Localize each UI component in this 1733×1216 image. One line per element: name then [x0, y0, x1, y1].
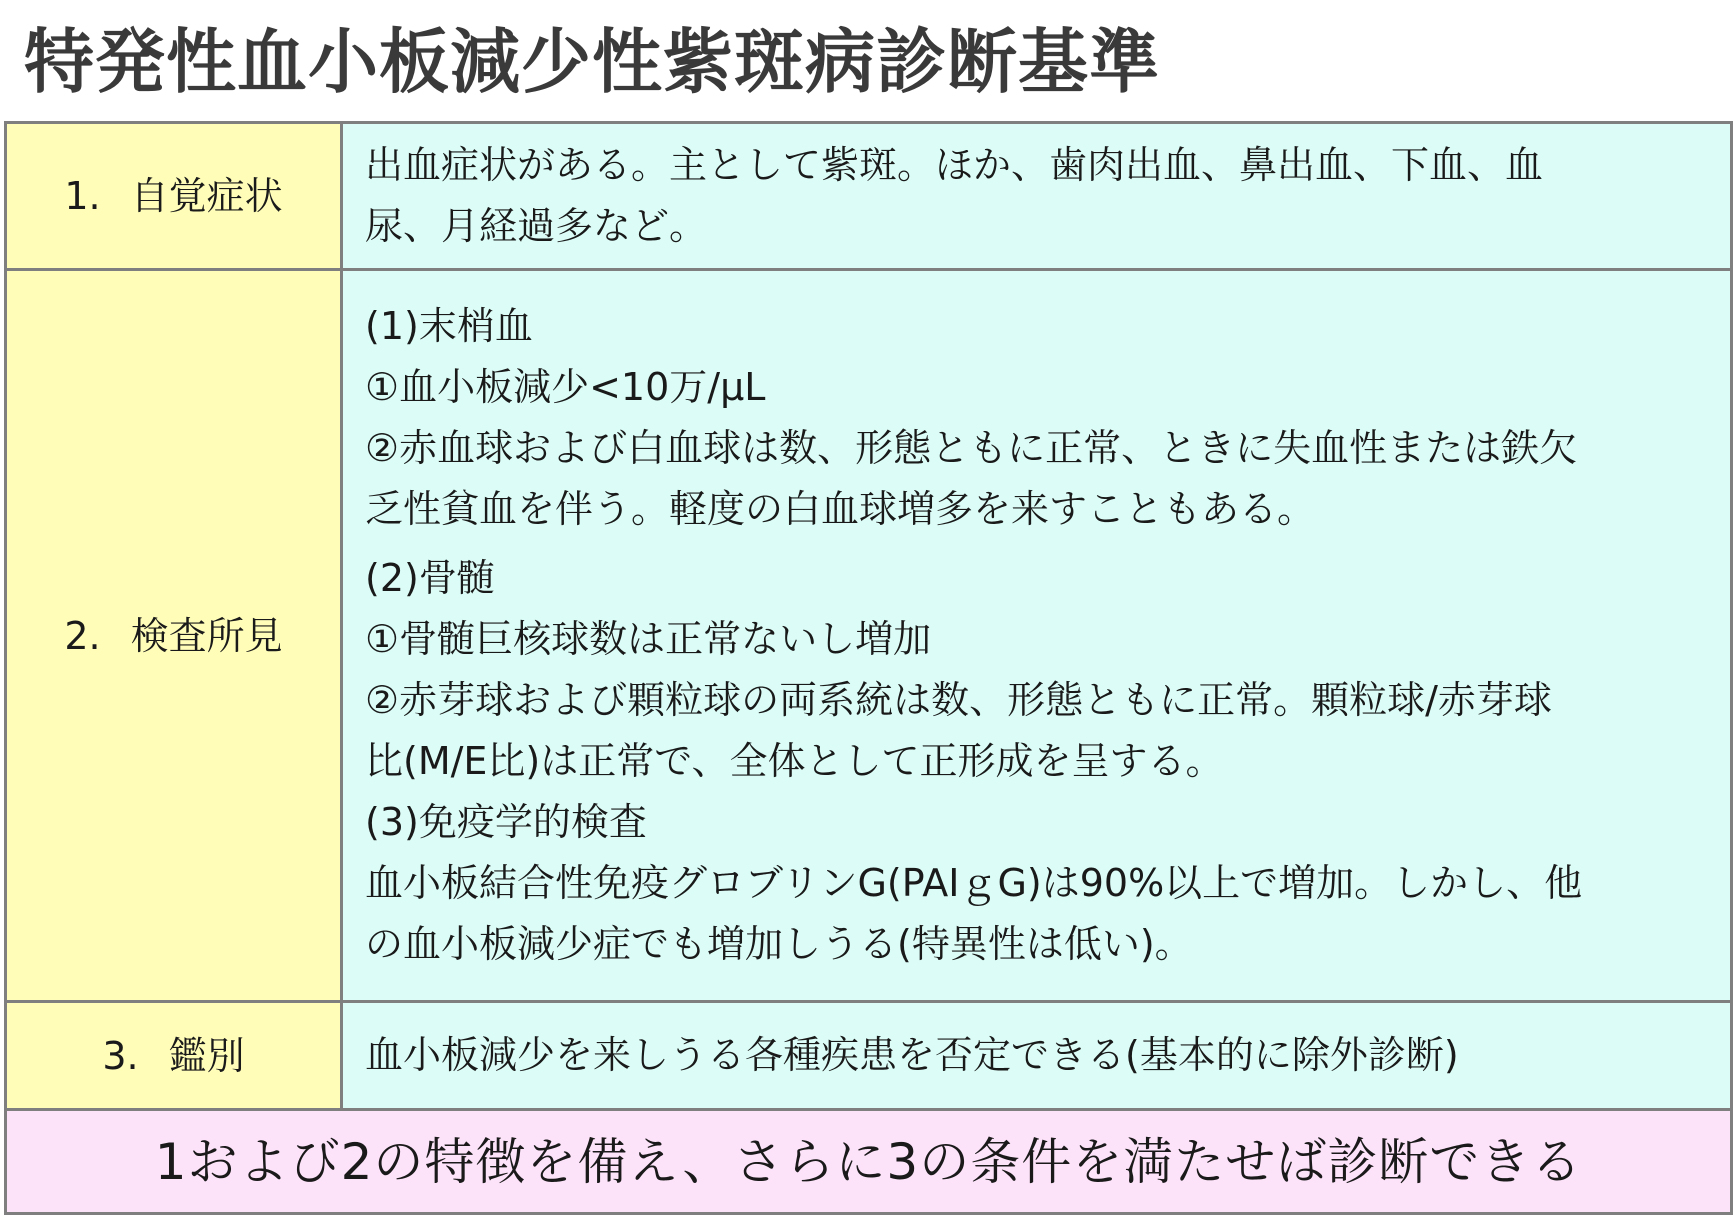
body-line: ①血小板減少<10万/μL [365, 365, 766, 409]
row-label-symptoms [6, 123, 342, 270]
criteria-row-lab-findings [6, 270, 1732, 1002]
diagnostic-criteria-table [4, 121, 1733, 1215]
section-heading-bone-marrow: (2)骨髄 [365, 556, 495, 600]
conclusion-row [6, 1110, 1732, 1214]
body-line: 血小板減少を来しうる各種疾患を否定できる(基本的に除外診断) [365, 1033, 1459, 1077]
row-label-lab-findings [6, 270, 342, 1002]
row-number: 1. [64, 174, 101, 218]
row-label-differential [6, 1002, 342, 1110]
body-line: 乏性貧血を伴う。軽度の白血球増多を来すこともある。 [365, 487, 1316, 531]
criteria-row-differential [6, 1002, 1732, 1110]
row-label-text: 鑑別 [168, 1033, 245, 1078]
row-label-text: 検査所見 [130, 613, 283, 658]
row-body-symptoms [342, 123, 1732, 270]
row-body-differential [342, 1002, 1732, 1110]
section-heading-immunology: (3)免疫学的検査 [365, 800, 647, 844]
row-body-lab-findings [342, 270, 1732, 1002]
row-number: 3. [102, 1033, 139, 1078]
conclusion-text: 1および2の特徴を備え、さらに3の条件を満たせば診断できる [6, 1110, 1732, 1214]
body-line: 血小板結合性免疫グロブリンG(PAIｇG)は90%以上で増加。しかし、他 [365, 861, 1583, 905]
body-line: の血小板減少症でも増加しうる(特異性は低い)。 [365, 922, 1193, 966]
body-line: ②赤芽球および顆粒球の両系統は数、形態ともに正常。顆粒球/赤芽球 [365, 678, 1552, 722]
row-number: 2. [64, 613, 101, 658]
body-line: 比(M/E比)は正常で、全体として正形成を呈する。 [365, 739, 1224, 783]
body-line: ②赤血球および白血球は数、形態ともに正常、ときに失血性または鉄欠 [365, 426, 1578, 470]
body-line: 尿、月経過多など。 [365, 204, 708, 248]
page-title: 特発性血小板減少性紫斑病診断基準 [24, 21, 1160, 103]
section-heading-peripheral-blood: (1)末梢血 [365, 304, 533, 348]
row-label-text: 自覚症状 [130, 174, 283, 218]
body-line: ①骨髄巨核球数は正常ないし増加 [365, 617, 932, 661]
criteria-row-symptoms [6, 123, 1732, 270]
body-line: 出血症状がある。主として紫斑。ほか、歯肉出血、鼻出血、下血、血 [365, 143, 1544, 187]
